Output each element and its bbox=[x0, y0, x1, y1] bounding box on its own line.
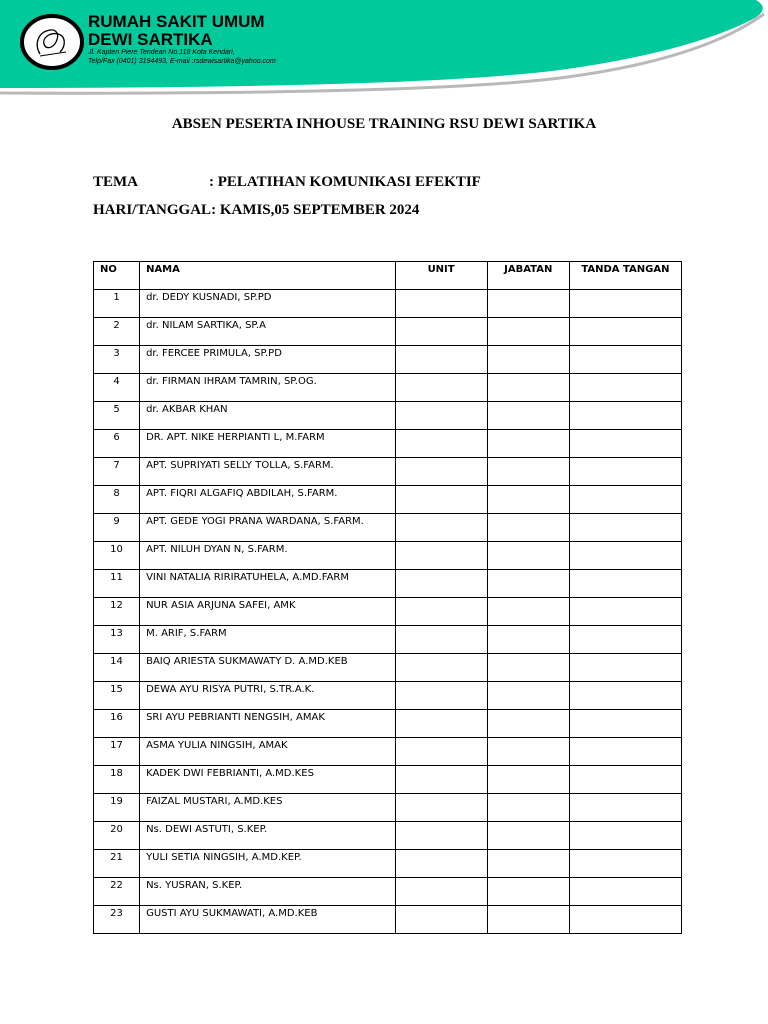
row-tanda-tangan bbox=[569, 374, 681, 402]
row-no: 11 bbox=[94, 570, 140, 598]
header-no: NO bbox=[94, 262, 140, 290]
row-nama: DEWA AYU RISYA PUTRI, S.TR.A.K. bbox=[140, 682, 395, 710]
table-row bbox=[94, 906, 682, 934]
row-nama: APT. SUPRIYATI SELLY TOLLA, S.FARM. bbox=[140, 458, 395, 486]
row-unit bbox=[395, 738, 487, 766]
row-nama: VINI NATALIA RIRIRATUHELA, A.MD.FARM bbox=[140, 570, 395, 598]
row-unit bbox=[395, 598, 487, 626]
row-nama: dr. FIRMAN IHRAM TAMRIN, SP.OG. bbox=[140, 374, 395, 402]
row-unit bbox=[395, 794, 487, 822]
row-nama: M. ARIF, S.FARM bbox=[140, 626, 395, 654]
row-jabatan bbox=[487, 290, 569, 318]
row-jabatan bbox=[487, 766, 569, 794]
tema-value: : PELATIHAN KOMUNIKASI EFEKTIF bbox=[209, 174, 481, 190]
table-row bbox=[94, 318, 682, 346]
header-tanda-tangan: TANDA TANGAN bbox=[569, 262, 681, 290]
row-jabatan bbox=[487, 430, 569, 458]
row-tanda-tangan bbox=[569, 486, 681, 514]
row-no: 9 bbox=[94, 514, 140, 542]
row-unit bbox=[395, 850, 487, 878]
row-unit bbox=[395, 822, 487, 850]
row-no: 1 bbox=[94, 290, 140, 318]
row-no: 15 bbox=[94, 682, 140, 710]
row-tanda-tangan bbox=[569, 318, 681, 346]
row-unit bbox=[395, 402, 487, 430]
row-unit bbox=[395, 514, 487, 542]
row-jabatan bbox=[487, 346, 569, 374]
row-no: 19 bbox=[94, 794, 140, 822]
row-nama: SRI AYU PEBRIANTI NENGSIH, AMAK bbox=[140, 710, 395, 738]
hospital-address: Jl. Kapten Piere Tendean No.118 Kota Kendari, bbox=[88, 49, 235, 56]
row-no: 5 bbox=[94, 402, 140, 430]
row-nama: dr. AKBAR KHAN bbox=[140, 402, 395, 430]
row-jabatan bbox=[487, 906, 569, 934]
row-jabatan bbox=[487, 598, 569, 626]
row-no: 6 bbox=[94, 430, 140, 458]
row-no: 10 bbox=[94, 542, 140, 570]
table-row bbox=[94, 346, 682, 374]
table-row bbox=[94, 710, 682, 738]
row-no: 13 bbox=[94, 626, 140, 654]
row-unit bbox=[395, 318, 487, 346]
row-unit bbox=[395, 374, 487, 402]
row-nama: dr. DEDY KUSNADI, SP.PD bbox=[140, 290, 395, 318]
row-nama: APT. NILUH DYAN N, S.FARM. bbox=[140, 542, 395, 570]
row-unit bbox=[395, 430, 487, 458]
table-row bbox=[94, 290, 682, 318]
row-nama: KADEK DWI FEBRIANTI, A.MD.KES bbox=[140, 766, 395, 794]
table-row bbox=[94, 430, 682, 458]
row-no: 2 bbox=[94, 318, 140, 346]
row-nama: GUSTI AYU SUKMAWATI, A.MD.KEB bbox=[140, 906, 395, 934]
row-jabatan bbox=[487, 710, 569, 738]
hospital-name-line1: RUMAH SAKIT UMUM bbox=[88, 12, 265, 31]
row-no: 4 bbox=[94, 374, 140, 402]
table-row bbox=[94, 402, 682, 430]
row-unit bbox=[395, 682, 487, 710]
row-unit bbox=[395, 906, 487, 934]
table-row bbox=[94, 766, 682, 794]
row-nama: dr. NILAM SARTIKA, SP.A bbox=[140, 318, 395, 346]
row-tanda-tangan bbox=[569, 794, 681, 822]
row-no: 17 bbox=[94, 738, 140, 766]
row-no: 23 bbox=[94, 906, 140, 934]
row-nama: NUR ASIA ARJUNA SAFEI, AMK bbox=[140, 598, 395, 626]
row-jabatan bbox=[487, 402, 569, 430]
attendance-table bbox=[93, 261, 682, 934]
table-row bbox=[94, 654, 682, 682]
table-row bbox=[94, 822, 682, 850]
row-tanda-tangan bbox=[569, 654, 681, 682]
row-unit bbox=[395, 570, 487, 598]
row-unit bbox=[395, 542, 487, 570]
row-tanda-tangan bbox=[569, 682, 681, 710]
row-jabatan bbox=[487, 318, 569, 346]
row-jabatan bbox=[487, 822, 569, 850]
row-unit bbox=[395, 626, 487, 654]
row-nama: FAIZAL MUSTARI, A.MD.KES bbox=[140, 794, 395, 822]
row-jabatan bbox=[487, 514, 569, 542]
row-jabatan bbox=[487, 878, 569, 906]
table-row bbox=[94, 794, 682, 822]
table-row bbox=[94, 738, 682, 766]
row-unit bbox=[395, 710, 487, 738]
tanggal-label: HARI/TANGGAL: bbox=[93, 202, 217, 218]
row-nama: Ns. DEWI ASTUTI, S.KEP. bbox=[140, 822, 395, 850]
row-unit bbox=[395, 766, 487, 794]
row-jabatan bbox=[487, 486, 569, 514]
row-tanda-tangan bbox=[569, 850, 681, 878]
tanggal-line bbox=[93, 202, 419, 219]
row-nama: APT. FIQRI ALGAFIQ ABDILAH, S.FARM. bbox=[140, 486, 395, 514]
row-nama: Ns. YUSRAN, S.KEP. bbox=[140, 878, 395, 906]
row-jabatan bbox=[487, 542, 569, 570]
row-tanda-tangan bbox=[569, 430, 681, 458]
row-jabatan bbox=[487, 374, 569, 402]
row-tanda-tangan bbox=[569, 766, 681, 794]
table-row bbox=[94, 542, 682, 570]
row-unit bbox=[395, 346, 487, 374]
row-no: 16 bbox=[94, 710, 140, 738]
table-row bbox=[94, 598, 682, 626]
header-nama: NAMA bbox=[140, 262, 395, 290]
row-nama: BAIQ ARIESTA SUKMAWATY D. A.MD.KEB bbox=[140, 654, 395, 682]
row-tanda-tangan bbox=[569, 878, 681, 906]
row-no: 8 bbox=[94, 486, 140, 514]
row-jabatan bbox=[487, 794, 569, 822]
row-tanda-tangan bbox=[569, 822, 681, 850]
hospital-name-line2: DEWI SARTIKA bbox=[88, 30, 213, 49]
row-tanda-tangan bbox=[569, 626, 681, 654]
table-row bbox=[94, 878, 682, 906]
row-jabatan bbox=[487, 458, 569, 486]
row-no: 7 bbox=[94, 458, 140, 486]
row-jabatan bbox=[487, 570, 569, 598]
row-tanda-tangan bbox=[569, 542, 681, 570]
row-unit bbox=[395, 290, 487, 318]
document-title: ABSEN PESERTA INHOUSE TRAINING RSU DEWI SARTIKA bbox=[171, 116, 597, 132]
row-tanda-tangan bbox=[569, 906, 681, 934]
row-unit bbox=[395, 458, 487, 486]
row-tanda-tangan bbox=[569, 570, 681, 598]
hospital-logo bbox=[20, 14, 84, 70]
tema-line bbox=[93, 174, 481, 191]
row-jabatan bbox=[487, 626, 569, 654]
row-nama: ASMA YULIA NINGSIH, AMAK bbox=[140, 738, 395, 766]
row-jabatan bbox=[487, 850, 569, 878]
table-row bbox=[94, 570, 682, 598]
row-jabatan bbox=[487, 738, 569, 766]
header-jabatan: JABATAN bbox=[487, 262, 569, 290]
row-no: 12 bbox=[94, 598, 140, 626]
row-tanda-tangan bbox=[569, 346, 681, 374]
row-jabatan bbox=[487, 654, 569, 682]
row-tanda-tangan bbox=[569, 598, 681, 626]
row-nama: DR. APT. NIKE HERPIANTI L, M.FARM bbox=[140, 430, 395, 458]
row-jabatan bbox=[487, 682, 569, 710]
row-tanda-tangan bbox=[569, 458, 681, 486]
row-no: 3 bbox=[94, 346, 140, 374]
row-no: 21 bbox=[94, 850, 140, 878]
row-unit bbox=[395, 486, 487, 514]
row-no: 18 bbox=[94, 766, 140, 794]
table-row bbox=[94, 486, 682, 514]
row-nama: YULI SETIA NINGSIH, A.MD.KEP. bbox=[140, 850, 395, 878]
row-tanda-tangan bbox=[569, 402, 681, 430]
table-row bbox=[94, 514, 682, 542]
table-row bbox=[94, 626, 682, 654]
row-nama: dr. FERCEE PRIMULA, SP.PD bbox=[140, 346, 395, 374]
row-nama: APT. GEDE YOGI PRANA WARDANA, S.FARM. bbox=[140, 514, 395, 542]
row-tanda-tangan bbox=[569, 290, 681, 318]
row-unit bbox=[395, 878, 487, 906]
table-header-row bbox=[94, 262, 682, 290]
row-tanda-tangan bbox=[569, 514, 681, 542]
row-no: 20 bbox=[94, 822, 140, 850]
tema-label: TEMA bbox=[93, 174, 138, 190]
row-no: 14 bbox=[94, 654, 140, 682]
letterhead bbox=[0, 0, 768, 100]
row-unit bbox=[395, 654, 487, 682]
table-row bbox=[94, 682, 682, 710]
row-no: 22 bbox=[94, 878, 140, 906]
table-row bbox=[94, 458, 682, 486]
table-row bbox=[94, 374, 682, 402]
table-row bbox=[94, 850, 682, 878]
tanggal-value: KAMIS,05 SEPTEMBER 2024 bbox=[216, 202, 420, 218]
header-unit: UNIT bbox=[395, 262, 487, 290]
hospital-contact: Telp/Fax (0401) 3194493, E-mail :rsdewisartika@yahoo.com bbox=[88, 58, 276, 65]
row-tanda-tangan bbox=[569, 710, 681, 738]
row-tanda-tangan bbox=[569, 738, 681, 766]
